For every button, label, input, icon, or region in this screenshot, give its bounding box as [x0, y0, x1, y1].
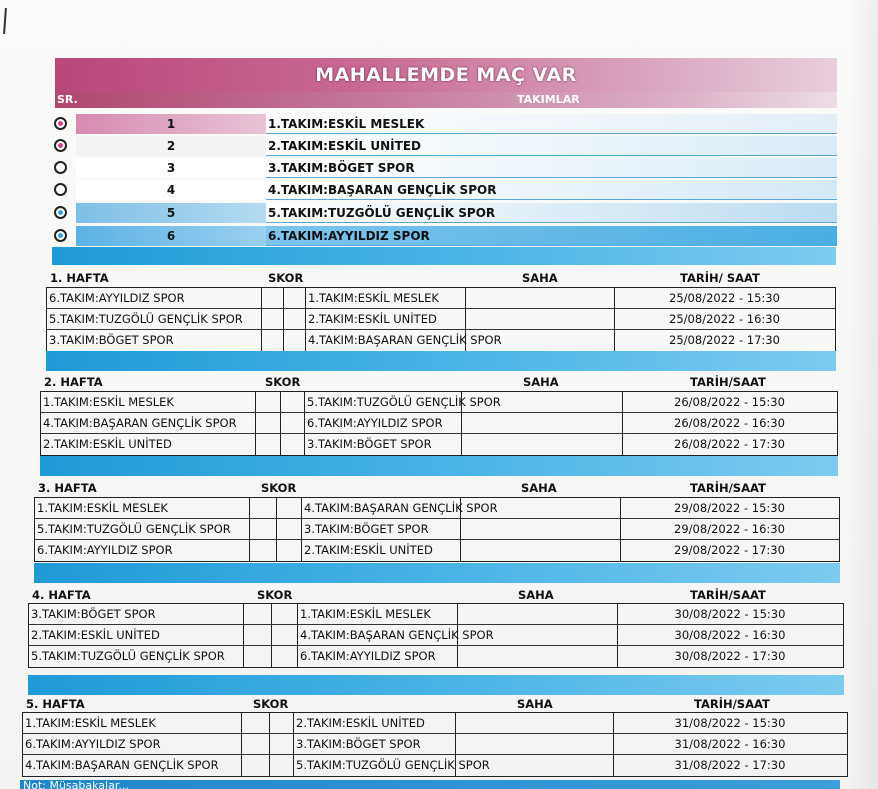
away-score-cell[interactable] [284, 309, 305, 330]
week-header [40, 374, 838, 390]
away-team: 3.TAKIM:BÖGET SPOR [307, 437, 432, 451]
home-score-cell[interactable] [250, 498, 276, 519]
week-header [46, 270, 836, 286]
team-number: 3 [76, 158, 266, 178]
score-header: SKOR [265, 375, 301, 389]
team-marker-icon [54, 206, 67, 219]
match-table [34, 497, 840, 562]
week-header [34, 480, 840, 496]
field-header: SAHA [521, 481, 557, 495]
team-marker-icon [54, 117, 67, 130]
home-score-cell[interactable] [256, 434, 280, 455]
team-number: 1 [76, 114, 266, 134]
home-score-cell[interactable] [256, 413, 280, 434]
away-score-cell[interactable] [270, 755, 293, 776]
home-team: 1.TAKIM:ESKİL MESLEK [37, 501, 168, 515]
home-team: 3.TAKIM:BÖGET SPOR [31, 607, 156, 621]
datetime-header: TARİH/SAAT [690, 588, 766, 602]
score-header: SKOR [261, 481, 297, 495]
away-score-cell[interactable] [281, 434, 304, 455]
away-score-cell[interactable] [281, 413, 304, 434]
team-name: 1.TAKIM:ESKİL MESLEK [266, 114, 837, 134]
footer-note-text: Not: Müsabakalar... [23, 780, 129, 789]
away-score-cell[interactable] [284, 288, 305, 309]
team-row [52, 180, 837, 200]
page-shadow [848, 0, 878, 789]
field-header: SAHA [523, 375, 559, 389]
away-score-cell[interactable] [272, 604, 297, 625]
score-header: SKOR [253, 697, 289, 711]
home-score-cell[interactable] [244, 604, 271, 625]
match-datetime: 29/08/2022 - 17:30 [674, 543, 785, 557]
team-marker-icon [54, 139, 67, 152]
match-row [35, 519, 839, 540]
match-datetime: 29/08/2022 - 16:30 [674, 522, 785, 536]
match-row [35, 498, 839, 519]
away-score-cell[interactable] [284, 330, 305, 351]
home-team: 2.TAKIM:ESKİL UNİTED [31, 628, 160, 642]
team-row [52, 203, 837, 223]
separator-band [34, 563, 840, 583]
team-number: 4 [76, 180, 266, 200]
match-row [47, 330, 835, 351]
away-score-cell[interactable] [272, 646, 297, 667]
sr-label: SR. [57, 93, 78, 106]
match-datetime: 26/08/2022 - 16:30 [674, 416, 785, 430]
field-header: SAHA [522, 271, 558, 285]
home-score-cell[interactable] [244, 646, 271, 667]
week-label: 5. HAFTA [26, 697, 85, 711]
home-team: 6.TAKIM:AYYILDIZ SPOR [25, 737, 161, 751]
home-team: 4.TAKIM:BAŞARAN GENÇLİK SPOR [25, 758, 219, 772]
match-row [23, 713, 847, 734]
away-team: 5.TAKIM:TUZGÖLÜ GENÇLİK SPOR [307, 395, 501, 409]
away-team: 1.TAKIM:ESKİL MESLEK [300, 607, 431, 621]
edge-mark [3, 8, 7, 34]
match-datetime: 30/08/2022 - 17:30 [674, 649, 786, 663]
home-score-cell[interactable] [262, 330, 283, 351]
away-score-cell[interactable] [277, 540, 301, 561]
week-label: 4. HAFTA [32, 588, 91, 602]
team-name: 3.TAKIM:BÖGET SPOR [266, 158, 837, 178]
home-team: 2.TAKIM:ESKİL UNİTED [43, 437, 172, 451]
score-header: SKOR [257, 588, 293, 602]
home-score-cell[interactable] [242, 755, 269, 776]
away-team: 5.TAKIM:TUZGÖLÜ GENÇLİK SPOR [296, 758, 490, 772]
datetime-header: TARİH/SAAT [690, 375, 766, 389]
home-score-cell[interactable] [244, 625, 271, 646]
home-score-cell[interactable] [250, 519, 276, 540]
field-header: SAHA [517, 697, 553, 711]
home-score-cell[interactable] [256, 392, 280, 413]
team-marker-icon [54, 183, 67, 196]
match-table [28, 603, 844, 668]
team-row [52, 226, 837, 246]
team-name: 5.TAKIM:TUZGÖLÜ GENÇLİK SPOR [266, 203, 837, 223]
away-score-cell[interactable] [272, 625, 297, 646]
column-header-bar [55, 92, 837, 108]
team-marker-icon [54, 161, 67, 174]
datetime-header: TARİH/SAAT [694, 697, 770, 711]
separator-band [46, 351, 836, 371]
away-score-cell[interactable] [281, 392, 304, 413]
team-row [52, 136, 837, 156]
away-team: 2.TAKIM:ESKİL UNİTED [296, 716, 425, 730]
match-datetime: 25/08/2022 - 16:30 [669, 312, 780, 326]
team-marker-icon [54, 229, 67, 242]
datetime-header: TARİH/SAAT [690, 481, 766, 495]
away-team: 6.TAKIM:AYYILDIZ SPOR [300, 649, 436, 663]
away-score-cell[interactable] [270, 713, 293, 734]
away-score-cell[interactable] [270, 734, 293, 755]
field-header: SAHA [518, 588, 554, 602]
match-row [47, 309, 835, 330]
teams-label: TAKIMLAR [517, 93, 580, 106]
home-score-cell[interactable] [262, 288, 283, 309]
team-name: 6.TAKIM:AYYILDIZ SPOR [266, 226, 837, 246]
team-number: 5 [76, 203, 266, 223]
match-row [41, 434, 837, 455]
team-number: 6 [76, 226, 266, 246]
week-label: 1. HAFTA [50, 271, 109, 285]
away-team: 4.TAKIM:BAŞARAN GENÇLİK SPOR [304, 501, 498, 515]
away-team: 2.TAKIM:ESKİL UNİTED [304, 543, 433, 557]
home-score-cell[interactable] [242, 713, 269, 734]
match-table [40, 391, 838, 456]
away-team: 2.TAKIM:ESKİL UNİTED [308, 312, 437, 326]
team-name: 2.TAKIM:ESKİL UNİTED [266, 136, 837, 156]
score-header: SKOR [268, 271, 304, 285]
away-score-cell[interactable] [277, 498, 301, 519]
team-name: 4.TAKIM:BAŞARAN GENÇLİK SPOR [266, 180, 837, 200]
match-datetime: 30/08/2022 - 16:30 [674, 628, 786, 642]
home-team: 5.TAKIM:TUZGÖLÜ GENÇLİK SPOR [49, 312, 243, 326]
match-datetime: 31/08/2022 - 17:30 [674, 758, 786, 772]
home-team: 5.TAKIM:TUZGÖLÜ GENÇLİK SPOR [37, 522, 231, 536]
home-score-cell[interactable] [242, 734, 269, 755]
match-row [23, 755, 847, 776]
week-header [22, 696, 848, 712]
home-team: 1.TAKIM:ESKİL MESLEK [25, 716, 156, 730]
home-team: 6.TAKIM:AYYILDIZ SPOR [37, 543, 173, 557]
match-datetime: 31/08/2022 - 15:30 [674, 716, 786, 730]
match-datetime: 29/08/2022 - 15:30 [674, 501, 785, 515]
match-datetime: 31/08/2022 - 16:30 [674, 737, 786, 751]
match-row [29, 625, 843, 646]
team-row [52, 114, 837, 134]
team-row [52, 158, 837, 178]
team-number: 2 [76, 136, 266, 156]
match-row [29, 646, 843, 667]
match-row [47, 288, 835, 309]
away-team: 3.TAKIM:BÖGET SPOR [296, 737, 421, 751]
match-datetime: 25/08/2022 - 17:30 [669, 333, 780, 347]
match-table [22, 712, 848, 777]
match-table [46, 287, 836, 352]
match-datetime: 26/08/2022 - 15:30 [674, 395, 785, 409]
title-bar [55, 58, 837, 92]
home-team: 6.TAKIM:AYYILDIZ SPOR [49, 291, 185, 305]
away-team: 4.TAKIM:BAŞARAN GENÇLİK SPOR [308, 333, 502, 347]
home-score-cell[interactable] [250, 540, 276, 561]
home-team: 4.TAKIM:BAŞARAN GENÇLİK SPOR [43, 416, 237, 430]
home-score-cell[interactable] [262, 309, 283, 330]
datetime-header: TARİH/ SAAT [680, 271, 760, 285]
home-team: 3.TAKIM:BÖGET SPOR [49, 333, 174, 347]
match-row [41, 413, 837, 434]
away-team: 6.TAKIM:AYYILDIZ SPOR [307, 416, 443, 430]
match-row [41, 392, 837, 413]
match-row [29, 604, 843, 625]
page-title: MAHALLEMDE MAÇ VAR [315, 64, 577, 86]
separator-band [28, 675, 844, 695]
home-team: 1.TAKIM:ESKİL MESLEK [43, 395, 174, 409]
away-team: 1.TAKIM:ESKİL MESLEK [308, 291, 439, 305]
separator-band [40, 456, 838, 476]
away-team: 4.TAKIM:BAŞARAN GENÇLİK SPOR [300, 628, 494, 642]
week-label: 2. HAFTA [44, 375, 103, 389]
match-row [35, 540, 839, 561]
week-label: 3. HAFTA [38, 481, 97, 495]
home-team: 5.TAKIM:TUZGÖLÜ GENÇLİK SPOR [31, 649, 225, 663]
match-datetime: 26/08/2022 - 17:30 [674, 437, 785, 451]
away-score-cell[interactable] [277, 519, 301, 540]
match-datetime: 25/08/2022 - 15:30 [669, 291, 780, 305]
away-team: 3.TAKIM:BÖGET SPOR [304, 522, 429, 536]
match-datetime: 30/08/2022 - 15:30 [674, 607, 786, 621]
footer-note [20, 780, 840, 789]
match-row [23, 734, 847, 755]
separator-band [52, 247, 836, 265]
week-header [28, 587, 844, 603]
